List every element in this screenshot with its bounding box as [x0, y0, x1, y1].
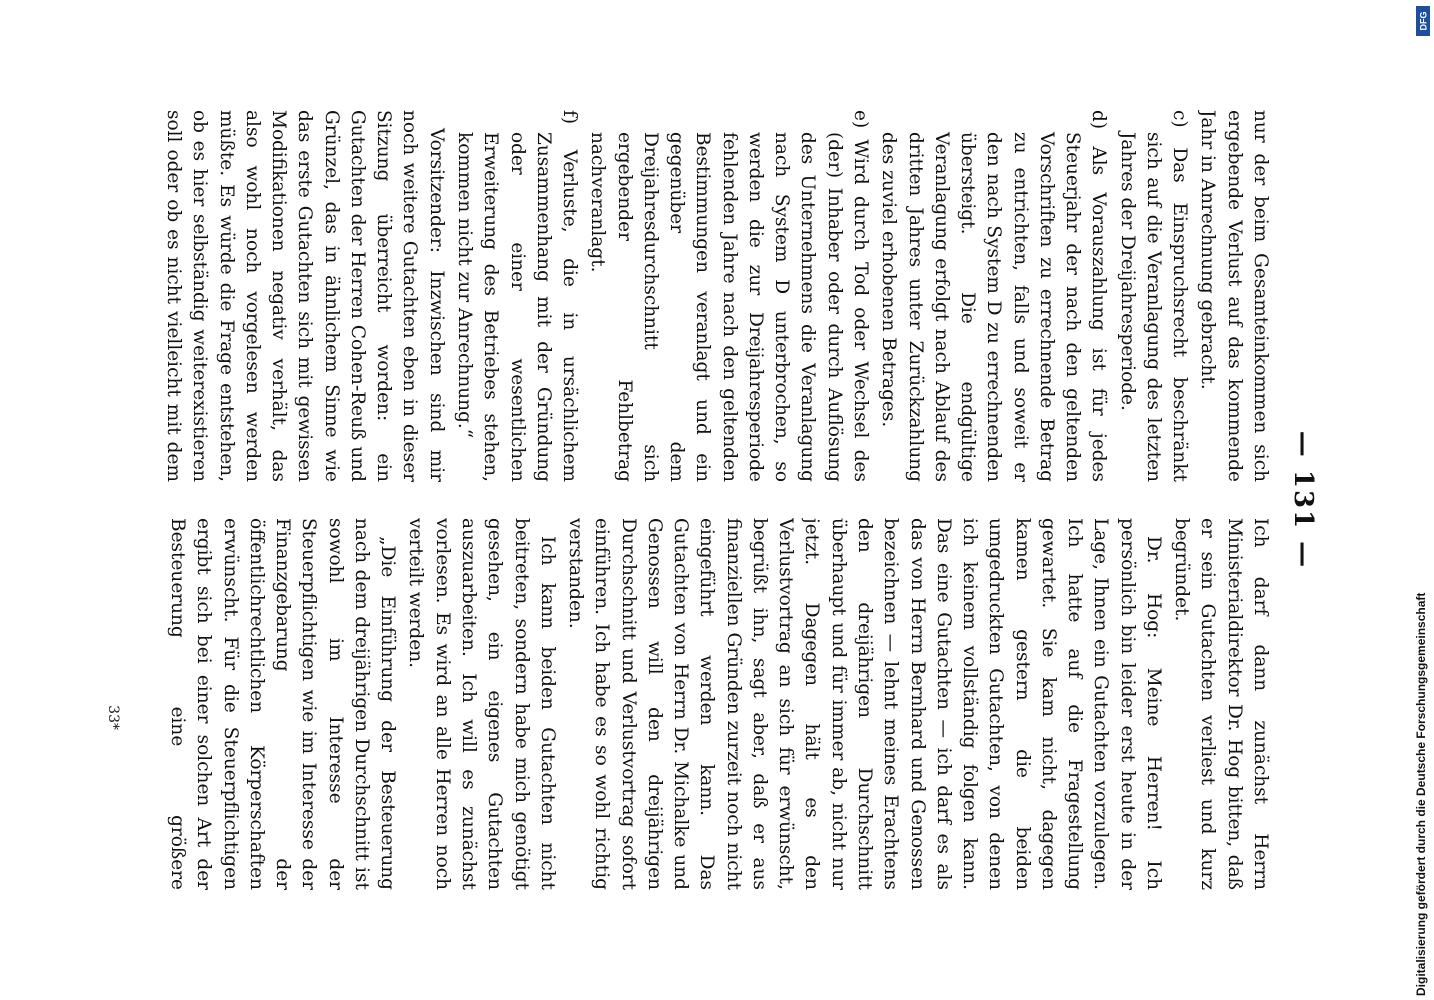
- digitization-note: [1412, 0, 1434, 1000]
- left-column: [163, 110, 1273, 482]
- text-columns: [163, 110, 1273, 890]
- signature-mark: 33*: [105, 705, 121, 730]
- rotated-page: [87, 70, 1347, 930]
- paragraph: Ich darf dann zunächst Herrn Ministerialdirektor Dr. Hog bitten, daß er sein Gutachten verliest und kurz begründet.: [1171, 518, 1271, 890]
- paragraph: nur der beim Gesamteinkommen sich ergebende Verlust auf das kommende Jahr in Anrechnung gebracht.: [1197, 110, 1271, 482]
- right-column: [163, 518, 1273, 890]
- dfg-logo-text: DFG: [1418, 11, 1428, 31]
- digitization-text: Digitalisierung gefördert durch die Deutsche Forschungsgemeinschaft: [1414, 592, 1428, 996]
- paragraph: Vorsitzender: Inzwischen sind mir noch weitere Gutachten eben in dieser Sitzung überreicht worden: ein Gutachten der Herren Cohen-Reuß und Grünzel, das in ähnlichem Sinne wie das erste Gutachten sich mit gewissen Modifikationen negativ verhält, das also wohl noch vorgelesen werden müßte. Es würde die Frage entstehen, ob es hier selbständig weiterexistieren soll oder ob es nicht vielleicht mit dem: [163, 110, 447, 482]
- paragraph: Dr. Hog: Meine Herren! Ich persönlich bin leider erst heute in der Lage, Ihnen ein Gutachten vorzulegen. Ich hatte auf die Fragestellung gewartet. Sie kam nicht, dagegen kamen gestern die beiden umgedruckten Gutachten, von denen ich keinem vollständig folgen kann. Das eine Gutachten — ich darf es als das von Herrn Bernhard und Genossen bezeichnen — lehnt meines Erachtens den dreijährigen Durchschnitt überhaupt und für immer ab, nicht nur jetzt. Dagegen hält es den Verlustvortrag an sich für erwünscht, begrüßt ihn, sagt aber, daß er aus finanziellen Gründen zurzeit noch nicht eingeführt werden kann. Das Gutachten von Herrn Dr. Michalke und Genossen will den dreijährigen Durchschnitt und Verlustvortrag sofort einführen. Ich habe es so wohl richtig verstanden.: [565, 518, 1164, 890]
- quoted-paragraph: „Die Einführung der Besteuerung nach dem dreijährigen Durchschnitt ist sowohl im Interesse der Steuerpflichtigen wie im Interesse der Finanzgebarung der öffentlichrechtlichen Körperschaften erwünscht. Für die Steuerpflichtigen ergibt sich bei einer solchen Art der Besteuerung eine größere: [167, 518, 399, 890]
- list-item: d) Als Vorauszahlung ist für jedes Steuerjahr der nach den geltenden Vorschriften zu errechnende Betrag zu entrichten, falls und soweit er den nach System D zu errechnenden übersteigt. Die endgültige Veranlagung erfolgt nach Ablauf des dritten Jahres unter Zurückzahlung des zuviel erhobenen Betrages.: [878, 110, 1110, 482]
- dfg-logo-icon: [1416, 6, 1430, 36]
- list-item: c) Das Einspruchsrecht beschränkt sich auf die Veranlagung des letzten Jahres der Dreijahresperiode.: [1116, 110, 1191, 482]
- list-item: f) Verluste, die in ursächlichem Zusammenhang mit der Gründung oder einer wesentlichen Erweiterung des Betriebes stehen, kommen nicht zur Anrechnung.“: [454, 110, 581, 482]
- paragraph: Ich kann beiden Gutachten nicht beitreten, sondern habe mich genötigt gesehen, ein eigenes Gutachten auszuarbeiten. Ich will es zunächst vorlesen. Es wird an alle Herren noch verteilt werden.: [405, 518, 558, 890]
- page-header: — 131 —: [1288, 430, 1318, 570]
- list-item: e) Wird durch Tod oder Wechsel des (der) Inhaber oder durch Auflösung des Unternehmens die Veranlagung nach System D unterbrochen, so werden die zur Dreijahresperiode fehlenden Jahre nach den geltenden Bestimmungen veranlagt und ein gegenüber dem Dreijahresdurchschnitt sich ergebender Fehlbetrag nachveranlagt.: [587, 110, 872, 482]
